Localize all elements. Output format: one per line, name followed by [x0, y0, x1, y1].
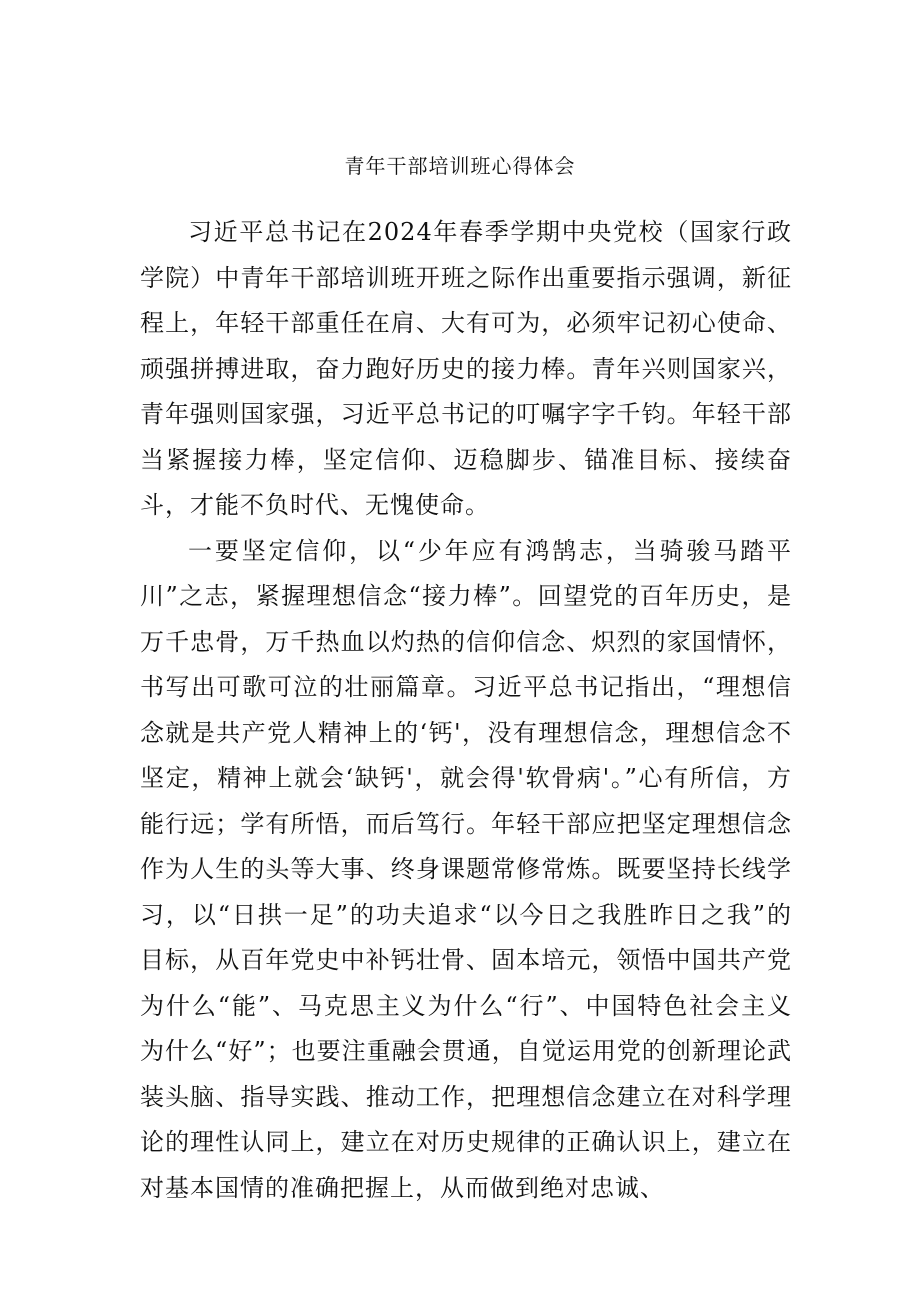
paragraph-intro: 习近平总书记在2024年春季学期中央党校（国家行政学院）中青年干部培训班开班之际作出重要指示强调，新征程上，年轻干部重任在肩、大有可为，必须牢记初心使命、顽强拼搏进取，奋力跑好历史的接力棒。青年兴则国家兴，青年强则国家强，习近平总书记的叮嘱字字千钧。年轻干部当紧握接力棒，坚定信仰、迈稳脚步、锚准目标、接续奋斗，才能不负时代、无愧使命。 — [140, 218, 792, 519]
paragraph-point-one: 一要坚定信仰，以“少年应有鸿鹄志，当骑骏马踏平川”之志，紧握理想信念“接力棒”。回望党的百年历史，是万千忠骨，万千热血以灼热的信仰信念、炽烈的家国情怀，书写出可歌可泣的壮丽篇章。习近平总书记指出，“理想信念就是共产党人精神上的‘钙'，没有理想信念，理想信念不坚定，精神上就会‘缺钙'，就会得'软骨病'。”心有所信，方能行远；学有所悟，而后笃行。年轻干部应把坚定理想信念作为人生的头等大事、终身课题常修常炼。既要坚持长线学习，以“日拱一足”的功夫追求“以今日之我胜昨日之我”的目标，从百年党史中补钙壮骨、固本培元，领悟中国共产党为什么“能”、马克思主义为什么“行”、中国特色社会主义为什么“好”；也要注重融会贯通，自觉运用党的创新理论武装头脑、指导实践、推动工作，把理想信念建立在对科学理论的理性认同上，建立在对历史规律的正确认识上，建立在对基本国情的准确把握上，从而做到绝对忠诚、 — [140, 536, 792, 1202]
document-title: 青年干部培训班心得体会 — [344, 154, 576, 178]
document-body — [140, 210, 792, 1211]
